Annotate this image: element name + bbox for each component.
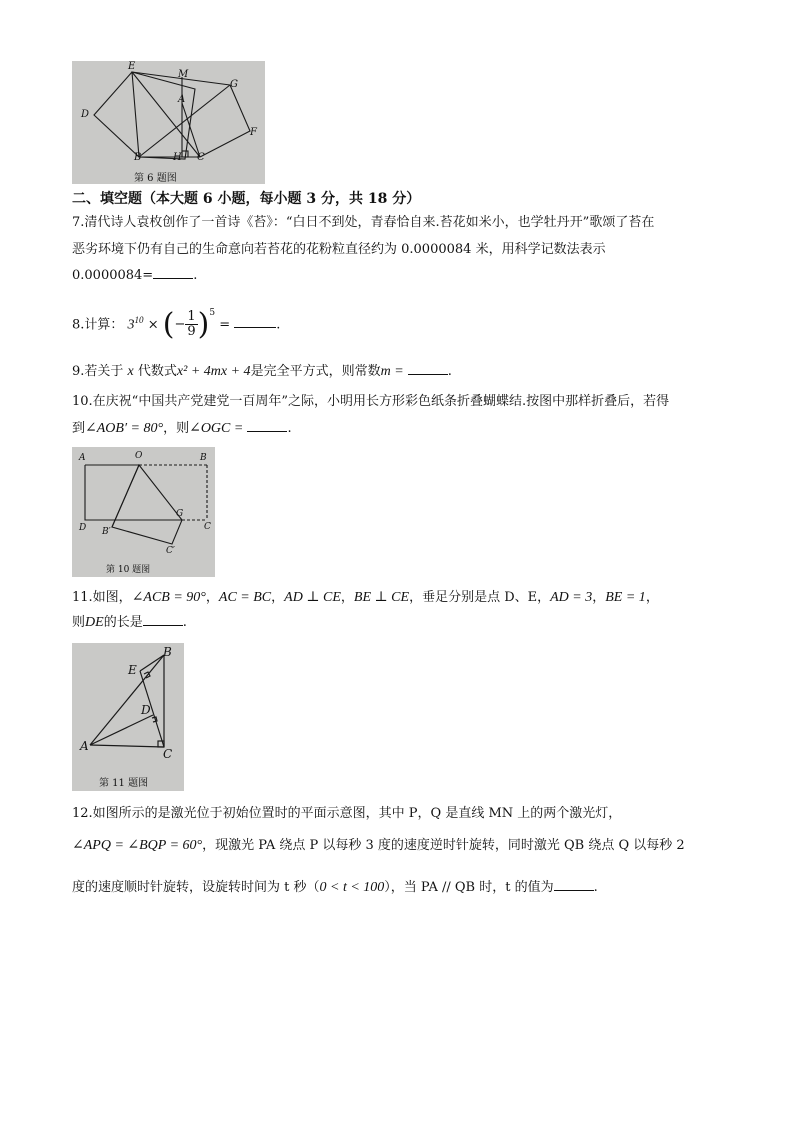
- q8-suffix: .: [276, 317, 281, 333]
- q11-sep4: ，: [592, 590, 606, 605]
- q12-range: 0 < t < 100: [319, 880, 385, 895]
- q11-line2: [72, 613, 187, 632]
- q11-sep1: ，: [205, 590, 219, 605]
- q12-line2-rest: ，现激光 PA 绕点 P 以每秒 3 度的速度逆时针旋转，同时激光 QB 绕点 Q 以每秒 2: [202, 838, 685, 853]
- q11-c6: BE = 1: [605, 590, 646, 605]
- fig10-label-c-prime: C′: [166, 546, 175, 556]
- fig6-label-h: H: [173, 152, 182, 163]
- fig6-quad: [132, 72, 195, 159]
- q7-line3-suffix: .: [193, 268, 198, 283]
- fig11-label-b: B: [163, 645, 172, 659]
- q11-c3: AD ⊥ CE: [284, 590, 341, 605]
- q7-line2: 恶劣环境下仍有自己的生命意向若苔花的花粉粒直径约为 0.0000084 米，用科学记数法表示: [72, 242, 606, 257]
- q8-outer-exp: 5: [209, 308, 216, 318]
- fig6-label-a: A: [178, 94, 186, 105]
- figure-6: [72, 61, 265, 184]
- fig11-caption: 第 11 题图: [99, 778, 149, 789]
- q8-answer-blank[interactable]: [234, 315, 276, 328]
- q12-line3-a: 度的速度顺时针旋转，设旋转时间为 t 秒（: [72, 880, 320, 895]
- fig6-label-b: B: [134, 152, 142, 163]
- q11-c4: BE ⊥ CE: [353, 590, 410, 605]
- fig10-label-d: D: [79, 523, 87, 533]
- fig11-label-e: E: [128, 663, 137, 677]
- fig6-label-d: D: [81, 109, 90, 120]
- fig10-label-c: C: [204, 522, 211, 532]
- q7-line3: [72, 266, 197, 285]
- q12-answer-blank[interactable]: [554, 878, 594, 891]
- q12-line1: 12.如图所示的是激光位于初始位置时的平面示意图，其中 P，Q 是直线 MN 上的两个激光灯，: [72, 806, 622, 821]
- q8-frac-num: 1: [187, 309, 196, 325]
- q12-line3-b: ），当 PA // QB 时，t 的值为: [384, 880, 554, 895]
- q10-suffix: .: [287, 421, 292, 436]
- q8-fraction: [185, 310, 197, 339]
- q9-answer-blank[interactable]: [408, 362, 448, 375]
- fig10-label-o: O: [135, 451, 143, 461]
- q10-mid: ，则: [163, 421, 190, 436]
- q10-angle2: ∠OGC =: [189, 421, 244, 436]
- q11-sep3: ，: [340, 590, 354, 605]
- q7-line3-prefix: 0.0000084=: [72, 268, 154, 283]
- q9-eq: m =: [380, 364, 404, 379]
- q11-sep5: ，: [645, 590, 659, 605]
- fig10-label-g: G: [176, 509, 184, 519]
- q11-mid: ，垂足分别是点 D、E，: [409, 590, 551, 605]
- q8-left-paren: (: [162, 306, 175, 342]
- q9-mid: 代数式: [137, 364, 177, 379]
- q10-line2: [72, 419, 292, 438]
- fig11-label-c: C: [163, 747, 173, 761]
- q12-angle: ∠APQ = ∠BQP = 60°: [72, 838, 203, 853]
- q9-expr: x² + 4mx + 4: [176, 364, 251, 379]
- q8-frac-den: 9: [187, 324, 196, 340]
- q10-line2-prefix: 到: [72, 421, 86, 436]
- q11-c1: ∠ACB = 90°: [131, 590, 206, 605]
- q9-suffix: .: [447, 364, 452, 379]
- q12-line3: [72, 878, 598, 897]
- fig11-label-a: A: [80, 739, 89, 753]
- q8-base: 3: [127, 317, 135, 333]
- fig10-label-b: B: [200, 453, 207, 463]
- q7-line1: 7.清代诗人袁枚创作了一首诗《苔》：“白日不到处，青春恰自来.苔花如米小，也学牡丹开”歌颂了苔在: [72, 215, 655, 230]
- q8-base-exp: 10: [134, 315, 144, 325]
- q12-line2: [72, 837, 685, 855]
- q11-answer-blank[interactable]: [143, 613, 183, 626]
- q11-de: DE: [85, 615, 104, 630]
- q9-line: [72, 362, 452, 381]
- q9-mid2: 是完全平方式，则常数: [250, 364, 381, 379]
- q11-prefix: 11.如图，: [72, 590, 132, 605]
- q9-prefix: 9.若关于: [72, 364, 124, 379]
- fig10-label-b-prime: B′: [102, 527, 111, 537]
- q7-answer-blank[interactable]: [153, 266, 193, 279]
- q8-prefix: 8.计算：: [72, 317, 124, 333]
- fig10-caption: 第 10 题图: [106, 565, 151, 575]
- q11-line2-mid: 的长是: [103, 615, 143, 630]
- figure-11: [72, 643, 184, 791]
- q12-suffix: .: [593, 880, 598, 895]
- q11-c5: AD = 3: [550, 590, 593, 605]
- fig6-label-c: C: [197, 152, 205, 163]
- q9-var: x: [127, 364, 134, 379]
- fig6-label-g: G: [230, 79, 238, 90]
- q10-angle1: ∠AOB′ = 80°: [85, 421, 164, 436]
- q8-times: ×: [147, 317, 159, 333]
- fig10-label-a: A: [79, 453, 86, 463]
- q11-suffix: .: [182, 615, 187, 630]
- q10-line1: 10.在庆祝“中国共产党建党一百周年”之际，小明用长方形彩色纸条折叠蝴蝶结.按图中那样折叠后，若得: [72, 394, 670, 409]
- fig11-label-d: D: [141, 703, 151, 717]
- fig6-left-edges: [94, 72, 139, 157]
- q11-c2: AC = BC: [218, 590, 272, 605]
- q11-sep2: ，: [271, 590, 285, 605]
- q8-minus: −: [174, 316, 186, 332]
- q8-right-paren: ): [197, 306, 210, 342]
- section-title: 二、填空题（本大题 6 小题，每小题 3 分，共 18 分）: [72, 191, 421, 207]
- q8-line: [72, 300, 280, 344]
- fig6-label-f: F: [250, 127, 257, 138]
- figure-10-diagram: [72, 447, 215, 577]
- fig6-caption: 第 6 题图: [134, 173, 177, 184]
- fig6-label-m: M: [178, 69, 189, 80]
- fig6-right-edges: [200, 85, 250, 157]
- q8-equals: =: [219, 317, 231, 333]
- figure-10: [72, 447, 215, 577]
- q11-line1: [72, 589, 659, 607]
- q10-answer-blank[interactable]: [247, 419, 287, 432]
- q11-line2-prefix: 则: [72, 615, 86, 630]
- fig6-label-e: E: [128, 61, 136, 72]
